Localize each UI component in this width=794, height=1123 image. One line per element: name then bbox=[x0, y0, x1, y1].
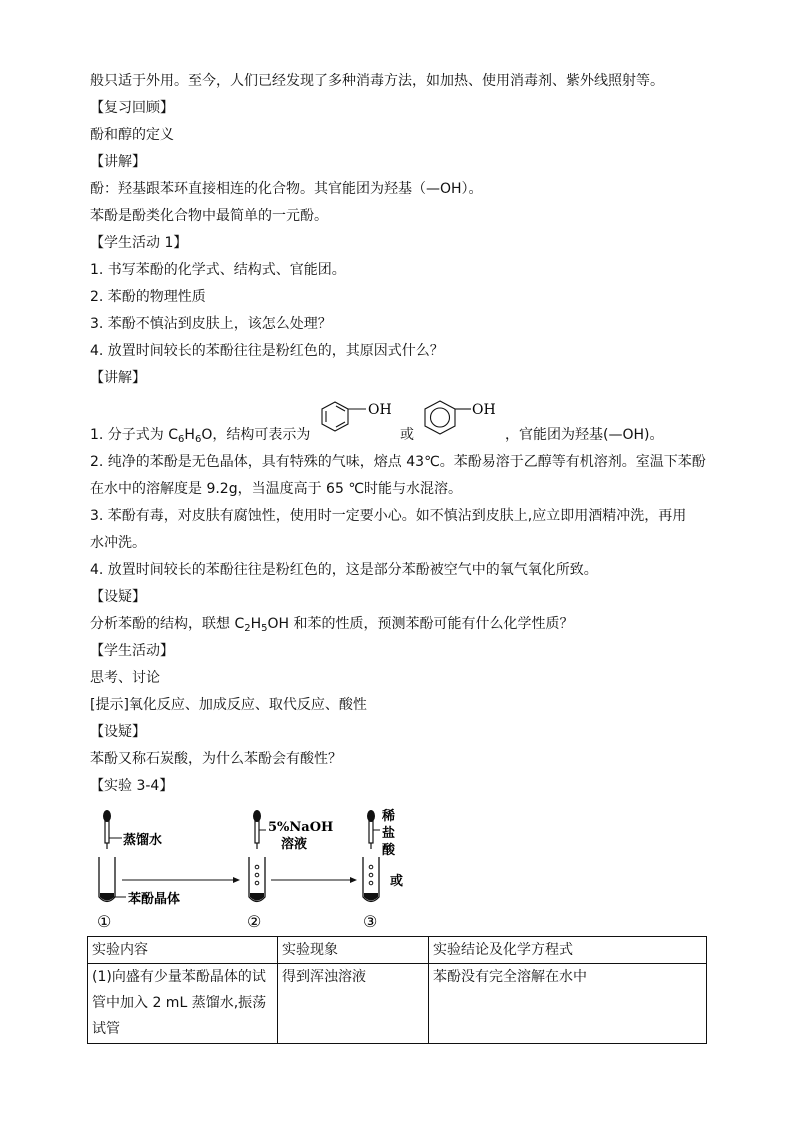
text-line: 思考、讨论 bbox=[90, 670, 160, 686]
section-heading: 【学生活动 1】 bbox=[90, 235, 188, 251]
bubble bbox=[369, 873, 373, 877]
phenol-structure-kekule bbox=[318, 396, 398, 444]
label-solution: 溶液 bbox=[281, 837, 308, 852]
dropper-bulb bbox=[103, 810, 111, 822]
list-item: 3. 苯酚不慎沾到皮肤上，该怎么处理？ bbox=[90, 316, 332, 332]
text-line bbox=[90, 614, 574, 634]
dropper-tube bbox=[105, 821, 109, 843]
section-heading: 【学生活动】 bbox=[90, 643, 174, 659]
arrow-head bbox=[350, 877, 357, 883]
dropper-bulb bbox=[253, 810, 261, 822]
table-cell-phenomenon: 得到浑浊溶液 bbox=[278, 964, 429, 1044]
text-span: OH 和苯的性质，预测苯酚可能有什么化学性质？ bbox=[267, 616, 574, 632]
bubble bbox=[255, 881, 259, 885]
subscript: 6 bbox=[178, 434, 185, 445]
text-line: 水冲洗。 bbox=[90, 535, 146, 551]
label-acid: 酸 bbox=[382, 843, 396, 858]
text-span: O，结构可表示为 bbox=[201, 427, 311, 443]
table-row bbox=[88, 964, 707, 1044]
dropper-bulb bbox=[367, 810, 375, 822]
hydroxyl-label: OH bbox=[472, 402, 496, 418]
dropper-tube bbox=[255, 821, 259, 843]
cell-line: 管中加入 2 mL 蒸馏水,振荡 bbox=[92, 995, 267, 1011]
table-header: 实验内容 bbox=[88, 937, 278, 964]
section-heading: 【实验 3-4】 bbox=[90, 778, 174, 794]
dropper-tube bbox=[369, 821, 373, 843]
label-distilled-water: 蒸馏水 bbox=[123, 833, 163, 848]
hydroxyl-label: OH bbox=[368, 402, 392, 418]
list-item: 2. 纯净的苯酚是无色晶体，具有特殊的气味，熔点 43℃。苯酚易溶于乙醇等有机溶剂。室温下苯酚 bbox=[90, 454, 706, 470]
text-span: 1. 分子式为 C bbox=[90, 427, 179, 443]
text-span: 或 bbox=[400, 427, 414, 443]
section-heading: 【设疑】 bbox=[90, 589, 146, 605]
aromatic-circle bbox=[431, 408, 450, 427]
label-phenol-crystal: 苯酚晶体 bbox=[128, 892, 181, 907]
text-line: 苯酚是酚类化合物中最简单的一元酚。 bbox=[90, 208, 328, 224]
arrow-head bbox=[233, 877, 240, 883]
section-heading: 【讲解】 bbox=[90, 154, 146, 170]
step-number: ① bbox=[97, 912, 112, 931]
setup-2 bbox=[247, 810, 333, 931]
cell-line: 试管 bbox=[92, 1021, 120, 1037]
label-dilute: 稀 bbox=[382, 809, 396, 824]
bubble bbox=[255, 873, 259, 877]
section-heading: 【讲解】 bbox=[90, 370, 146, 386]
list-item: 4. 放置时间较长的苯酚往往是粉红色的，这是部分苯酚被空气中的氧气氧化所致。 bbox=[90, 562, 598, 578]
table-header-row bbox=[88, 937, 707, 964]
section-heading: 【设疑】 bbox=[90, 724, 146, 740]
table-cell-content bbox=[88, 964, 278, 1044]
setup-1 bbox=[97, 810, 180, 931]
label-or: 或 bbox=[390, 874, 404, 889]
step-number: ③ bbox=[363, 912, 378, 931]
subscript: 6 bbox=[194, 434, 202, 445]
text-line: 苯酚又称石炭酸，为什么苯酚会有酸性？ bbox=[90, 751, 342, 767]
list-item: 2. 苯酚的物理性质 bbox=[90, 289, 206, 305]
text-span: ，官能团为羟基(—OH)。 bbox=[505, 427, 664, 443]
text-line: 般只适于外用。至今，人们已经发现了多种消毒方法，如加热、使用消毒剂、紫外线照射等。 bbox=[90, 73, 664, 89]
table-header: 实验现象 bbox=[278, 937, 429, 964]
bubble bbox=[369, 865, 373, 869]
list-item: 4. 放置时间较长的苯酚往往是粉红色的，其原因式什么？ bbox=[90, 343, 444, 359]
list-item: 1. 书写苯酚的化学式、结构式、官能团。 bbox=[90, 262, 346, 278]
cell-line: (1)向盛有少量苯酚晶体的试 bbox=[92, 969, 266, 985]
label-naoh: 5%NaOH bbox=[268, 820, 334, 835]
text-line: [提示]氧化反应、加成反应、取代反应、酸性 bbox=[90, 697, 367, 713]
text-line: 在水中的溶解度是 9.2g，当温度高于 65 ℃时能与水混溶。 bbox=[90, 481, 463, 497]
text-span: 分析苯酚的结构，联想 C bbox=[90, 616, 245, 632]
text-line: 酚和醇的定义 bbox=[90, 127, 174, 143]
section-heading: 【复习回顾】 bbox=[90, 100, 174, 116]
setup-3 bbox=[363, 808, 403, 931]
list-item bbox=[90, 425, 310, 445]
list-item: 3. 苯酚有毒，对皮肤有腐蚀性，使用时一定要小心。如不慎沾到皮肤上,应立即用酒精冲洗，再用 bbox=[90, 508, 687, 524]
step-number: ② bbox=[247, 912, 262, 931]
bubble bbox=[255, 865, 259, 869]
table-header: 实验结论及化学方程式 bbox=[429, 937, 707, 964]
text-line: 酚：羟基跟苯环直接相连的化合物。其官能团为羟基（—OH）。 bbox=[90, 181, 483, 197]
benzene-ring bbox=[425, 401, 455, 434]
experiment-table bbox=[87, 936, 707, 1044]
experiment-diagram bbox=[88, 805, 418, 933]
subscript: 2 bbox=[244, 623, 251, 634]
subscript: 5 bbox=[261, 623, 268, 634]
label-hydrochloric: 盐 bbox=[382, 826, 396, 841]
phenol-structure-circle bbox=[420, 396, 500, 444]
bubble bbox=[369, 881, 373, 885]
text-span: H bbox=[250, 616, 262, 632]
text-span: H bbox=[184, 427, 195, 443]
table-cell-conclusion: 苯酚没有完全溶解在水中 bbox=[429, 964, 707, 1044]
